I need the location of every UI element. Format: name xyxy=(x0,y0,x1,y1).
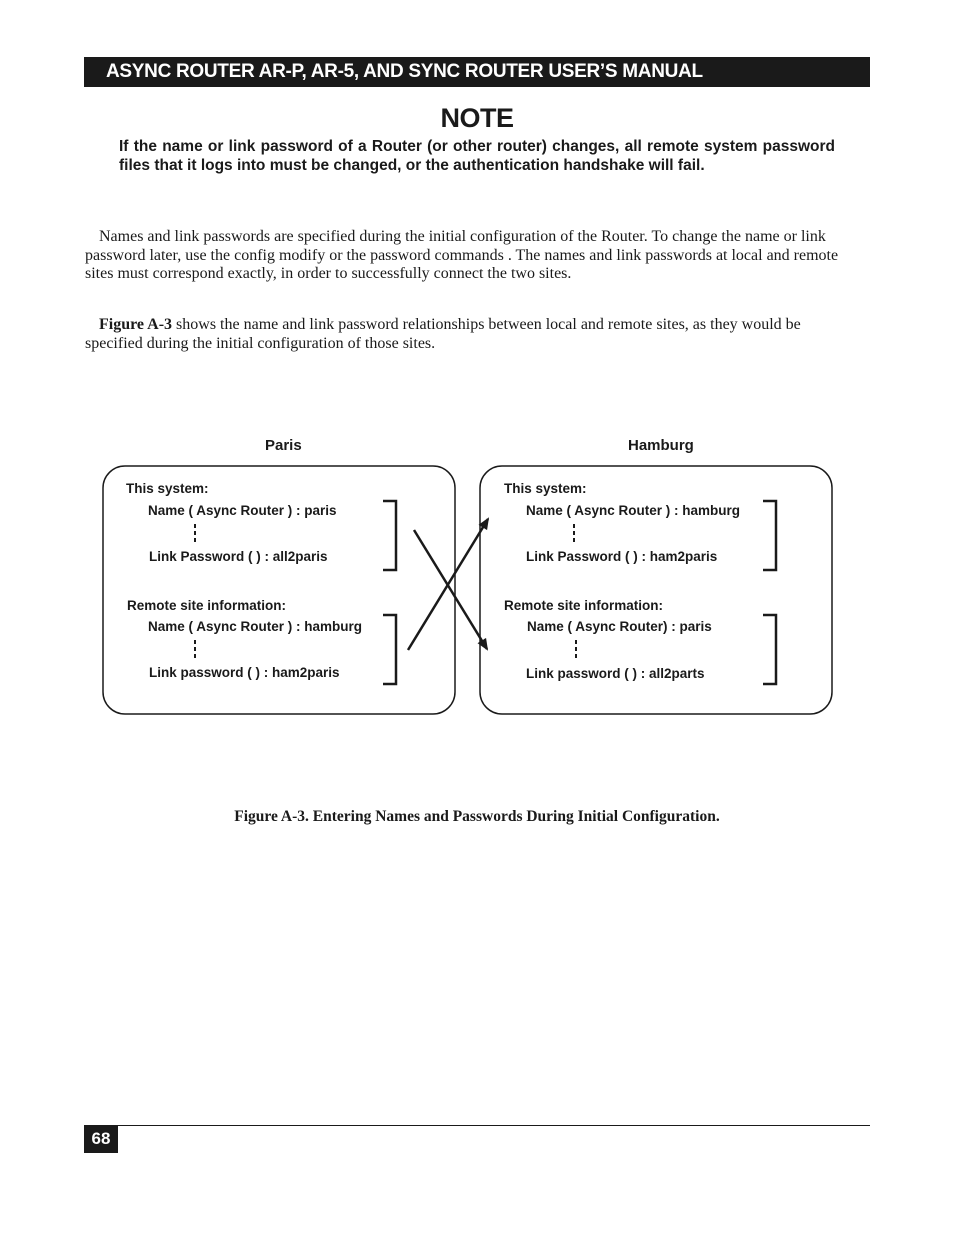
paris-remote-name: Name ( Async Router ) : hamburg xyxy=(148,619,363,634)
arrow-paris-to-hamburg xyxy=(414,530,487,649)
footer-rule xyxy=(84,1125,870,1126)
hamburg-remote-label: Remote site information: xyxy=(504,598,664,613)
arrow-hamburg-to-paris xyxy=(408,519,488,650)
hamburg-remote-bracket xyxy=(763,615,776,684)
hamburg-site-label: Hamburg xyxy=(628,437,694,454)
figure-caption: Figure A-3. Entering Names and Passwords During Initial Configuration. xyxy=(234,808,720,825)
paris-remote-password: Link password ( ) : ham2paris xyxy=(149,665,340,680)
hamburg-remote-name: Name ( Async Router) : paris xyxy=(527,619,712,634)
hamburg-remote-password: Link password ( ) : all2parts xyxy=(526,666,705,681)
paris-remote-bracket xyxy=(383,615,396,684)
page-number: 68 xyxy=(84,1125,118,1153)
body-paragraph-2 xyxy=(85,316,853,353)
paris-site-label: Paris xyxy=(265,437,302,454)
paris-this-system-label: This system: xyxy=(126,481,209,496)
figure-reference: Figure A-3 xyxy=(99,316,173,333)
note-heading: NOTE xyxy=(440,103,514,133)
paris-this-name: Name ( Async Router ) : paris xyxy=(148,503,337,518)
hamburg-this-bracket xyxy=(763,501,776,570)
body-paragraph-1: Names and link passwords are specified during the initial configuration of the Router. To change the name or link password later, use the config modify or the password commands . The names and link passwords at local and remote sites must correspond exactly, in order to successfully connect the two sites. xyxy=(85,228,839,283)
paris-this-bracket xyxy=(383,501,396,570)
hamburg-dots xyxy=(574,524,576,658)
hamburg-this-system-label: This system: xyxy=(504,481,587,496)
hamburg-this-password: Link Password ( ) : ham2paris xyxy=(526,549,718,564)
paragraph-2-text: shows the name and link password relationships between local and remote sites, as they would be specified during the initial configuration of those sites. xyxy=(85,316,801,352)
paris-this-password: Link Password ( ) : all2paris xyxy=(149,549,328,564)
manual-title: ASYNC ROUTER AR-P, AR-5, AND SYNC ROUTER USER’S MANUAL xyxy=(106,61,703,82)
hamburg-this-name: Name ( Async Router ) : hamburg xyxy=(526,503,741,518)
running-header xyxy=(84,57,870,87)
note-text: If the name or link password of a Router (or other router) changes, all remote system password files that it logs into must be changed, or the authentication handshake will fail. xyxy=(119,138,835,174)
paris-remote-label: Remote site information: xyxy=(127,598,287,613)
hamburg-box xyxy=(480,466,832,714)
paris-box xyxy=(103,466,455,714)
